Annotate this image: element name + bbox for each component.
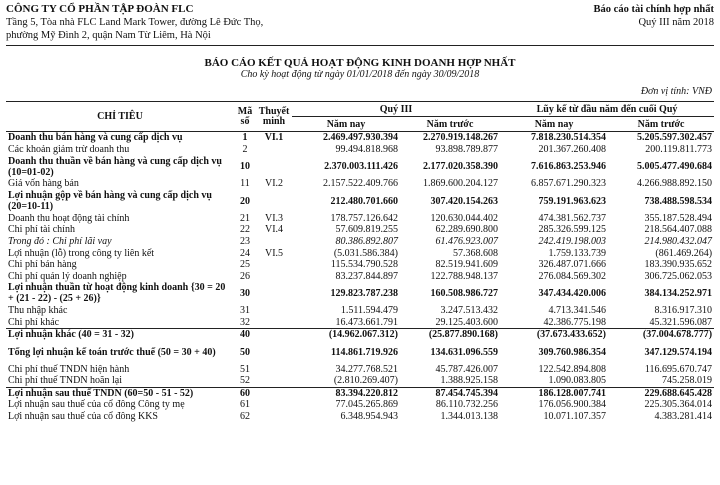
row-quarter-this-year: 114.861.719.926 (331, 346, 398, 358)
row-code: 50 (240, 346, 250, 358)
row-note (256, 282, 292, 305)
row-code: 20 (240, 195, 250, 207)
row-code: 31 (240, 305, 250, 317)
row-note (256, 375, 292, 387)
row-code: 25 (240, 259, 250, 271)
row-quarter-this-year: 115.534.790.528 (330, 259, 398, 271)
row-note (256, 364, 292, 376)
row-ytd-last-year: 306.725.062.053 (644, 270, 713, 282)
row-ytd-last-year: 738.488.598.534 (644, 195, 713, 207)
col-code: Mã số (234, 102, 256, 132)
row-ytd-last-year: 355.187.528.494 (644, 212, 713, 224)
table-row (6, 224, 714, 236)
row-ytd-last-year: 214.980.432.047 (644, 236, 713, 247)
row-ytd-last-year: 5.205.597.302.457 (637, 132, 713, 144)
col-ytd-last-year: Năm trước (608, 117, 714, 132)
row-ytd-this-year: (37.673.433.652) (500, 329, 608, 341)
table-row (6, 282, 714, 305)
row-label: Chi phí khác (8, 316, 60, 328)
row-quarter-this-year: 6.348.954.943 (340, 411, 398, 423)
row-quarter-last-year: 122.788.948.137 (430, 270, 499, 282)
row-label: Doanh thu thuần về bán hàng và cung cấp dịch vụ (10=01-02) (8, 155, 222, 178)
row-label: Chi phí quản lý doanh nghiệp (8, 270, 127, 282)
table-row (6, 329, 714, 341)
row-quarter-last-year: 93.898.789.877 (435, 143, 499, 155)
row-code: 52 (240, 375, 250, 387)
row-code: 23 (240, 236, 250, 247)
row-note (256, 155, 292, 178)
row-quarter-this-year: 1.511.594.479 (340, 305, 398, 317)
row-note (256, 329, 292, 341)
row-quarter-last-year: (25.877.890.168) (400, 329, 500, 341)
row-ytd-last-year: 183.390.935.652 (644, 259, 713, 271)
row-quarter-last-year: 87.454.745.394 (400, 387, 500, 399)
row-label: Chi phí tài chính (8, 224, 75, 236)
row-ytd-this-year: 176.056.900.384 (538, 399, 607, 411)
row-quarter-this-year: 80.386.892.807 (335, 236, 398, 247)
table-row (6, 411, 714, 423)
row-quarter-last-year: 2.177.020.358.390 (423, 161, 499, 173)
row-quarter-this-year: 34.277.768.521 (335, 363, 398, 375)
row-quarter-last-year: 1.388.925.158 (440, 375, 499, 387)
table-row (6, 236, 714, 248)
row-note (256, 305, 292, 317)
row-quarter-this-year: 77.045.265.869 (335, 399, 398, 411)
row-note (256, 270, 292, 282)
row-note (256, 236, 292, 248)
income-statement-table (6, 101, 714, 422)
row-label: Lợi nhuận khác (40 = 31 - 32) (6, 329, 234, 341)
row-quarter-last-year: 134.631.096.559 (430, 346, 499, 358)
table-row (6, 270, 714, 282)
table-row (6, 178, 714, 190)
table-row (6, 364, 714, 376)
row-label: Các khoản giảm trừ doanh thu (8, 143, 130, 155)
row-ytd-this-year: 1.090.083.805 (548, 375, 607, 387)
row-quarter-last-year: 120.630.044.402 (430, 212, 499, 224)
table-row (6, 259, 714, 271)
col-group-ytd: Lũy kế từ đầu năm đến cuối Quý (500, 102, 714, 117)
row-ytd-this-year: 6.857.671.290.323 (531, 178, 607, 190)
row-note (256, 341, 292, 364)
row-ytd-last-year: 200.119.811.773 (645, 143, 713, 155)
row-ytd-this-year: 474.381.562.737 (538, 212, 607, 224)
row-quarter-last-year: 62.289.690.800 (435, 224, 499, 236)
row-ytd-this-year: 1.759.133.739 (548, 247, 607, 259)
row-code: 10 (240, 161, 250, 173)
row-note: VI.2 (264, 178, 284, 190)
row-label: Chi phí thuế TNDN hoãn lại (8, 375, 122, 387)
report-type: Báo cáo tài chính hợp nhất (593, 4, 714, 15)
row-ytd-last-year: 225.305.364.014 (644, 399, 713, 411)
row-code: 62 (240, 411, 250, 423)
col-quarter-this-year: Năm nay (292, 117, 400, 132)
row-label: Thu nhập khác (8, 305, 68, 317)
row-ytd-last-year: 5.005.477.490.684 (637, 161, 713, 173)
row-ytd-last-year: 384.134.252.971 (644, 287, 713, 299)
row-ytd-this-year: 201.367.260.408 (538, 143, 607, 155)
row-ytd-this-year: 759.191.963.623 (538, 195, 607, 207)
currency-unit: Đơn vị tính: VNĐ (640, 86, 712, 97)
row-code: 2 (242, 143, 248, 155)
row-quarter-last-year: 57.368.608 (453, 247, 499, 259)
row-ytd-last-year: 8.316.917.310 (654, 305, 713, 317)
row-code: 32 (240, 316, 250, 328)
row-code: 61 (240, 399, 250, 411)
row-ytd-last-year: 116.695.670.747 (644, 363, 713, 375)
table-row (6, 132, 714, 144)
row-quarter-this-year: 16.473.661.791 (335, 316, 398, 328)
col-ytd-this-year: Năm nay (500, 117, 608, 132)
row-quarter-this-year: (2.810.269.407) (333, 375, 398, 387)
col-group-quarter: Quý III (292, 102, 500, 117)
row-quarter-last-year: 29.125.403.600 (435, 316, 499, 328)
row-label: Chi phí bán hàng (8, 259, 77, 271)
row-quarter-last-year: 307.420.154.263 (430, 195, 499, 207)
row-ytd-this-year: 285.326.599.125 (538, 224, 607, 236)
row-ytd-this-year: 7.616.863.253.946 (531, 161, 607, 173)
row-label: Lợi nhuận thuần từ hoạt động kinh doanh {30 = 20 + (21 - 22) - (25 + 26)} (8, 282, 226, 305)
row-label: Doanh thu bán hàng và cung cấp dịch vụ (8, 132, 183, 144)
row-ytd-last-year: 218.564.407.088 (644, 224, 713, 236)
row-code: 22 (240, 224, 250, 236)
table-row (6, 144, 714, 156)
row-ytd-this-year: 276.084.569.302 (538, 270, 607, 282)
row-ytd-this-year: 7.818.230.514.354 (531, 132, 607, 144)
table-row (6, 399, 714, 411)
row-ytd-last-year: (37.004.678.777) (608, 329, 714, 341)
row-quarter-this-year: 2.370.003.111.426 (324, 161, 398, 173)
row-quarter-last-year: 61.476.923.007 (435, 236, 499, 247)
row-label: Giá vốn hàng bán (8, 178, 79, 190)
row-ytd-last-year: 4.383.281.414 (654, 411, 713, 423)
row-quarter-last-year: 3.247.513.432 (440, 305, 499, 317)
row-quarter-this-year: 2.469.497.930.394 (323, 132, 398, 144)
row-ytd-this-year: 10.071.107.357 (543, 411, 607, 423)
report-title: BÁO CÁO KẾT QUẢ HOẠT ĐỘNG KINH DOANH HỢP NHẤT (204, 57, 516, 69)
row-note (256, 399, 292, 411)
row-quarter-this-year: 178.757.126.642 (330, 212, 398, 224)
row-code: 24 (240, 247, 250, 259)
row-code: 60 (234, 387, 256, 399)
row-code: 21 (240, 212, 250, 224)
row-quarter-this-year: 2.157.522.409.766 (323, 178, 398, 190)
row-ytd-this-year: 242.419.198.003 (538, 236, 607, 247)
table-row (6, 316, 714, 328)
row-note: VI.1 (264, 132, 284, 144)
header-row-1 (6, 102, 714, 117)
row-quarter-this-year: 83.237.844.897 (335, 270, 398, 282)
row-quarter-this-year: 57.609.819.255 (335, 224, 398, 236)
company-address-line1: Tầng 5, Tòa nhà FLC Land Mark Tower, đường Lê Đức Thọ, (6, 17, 264, 28)
table-row (6, 387, 714, 399)
table-row (6, 305, 714, 317)
row-note: VI.5 (264, 247, 284, 259)
row-label: Lợi nhuận sau thuế TNDN (60=50 - 51 - 52) (6, 387, 234, 399)
company-header (6, 3, 263, 42)
row-ytd-last-year: 745.258.019 (662, 375, 713, 387)
row-note (256, 259, 292, 271)
row-quarter-this-year: 83.394.220.812 (292, 387, 400, 399)
row-ytd-last-year: 347.129.574.194 (644, 346, 713, 358)
row-note (256, 144, 292, 156)
row-code: 1 (242, 132, 248, 144)
col-note: Thuyết minh (256, 102, 292, 132)
row-label: Tổng lợi nhuận kế toán trước thuế (50 = 30 + 40) (8, 346, 216, 358)
row-note: VI.3 (264, 212, 284, 224)
row-quarter-last-year: 1.869.600.204.127 (423, 178, 499, 190)
row-label: Trong đó : Chi phí lãi vay (8, 236, 112, 247)
row-label: Lợi nhuận sau thuế của cổ đông KKS (8, 411, 158, 423)
col-indicator: CHỈ TIÊU (6, 102, 234, 132)
header-divider (6, 45, 714, 46)
table-row (6, 213, 714, 225)
row-label: Doanh thu hoạt động tài chính (8, 212, 130, 224)
row-code: 26 (240, 270, 250, 282)
table-row (6, 375, 714, 387)
row-ytd-last-year: 4.266.988.892.150 (637, 178, 713, 190)
company-name: CÔNG TY CỔ PHẦN TẬP ĐOÀN FLC (6, 3, 194, 15)
row-quarter-this-year: 129.823.787.238 (330, 287, 398, 299)
row-ytd-last-year: (861.469.264) (655, 247, 713, 259)
row-quarter-last-year: 2.270.919.148.267 (423, 132, 499, 144)
row-code: 11 (240, 178, 250, 190)
row-label: Lợi nhuận sau thuế của cổ đông Công ty mẹ (8, 399, 185, 411)
table-row (6, 190, 714, 213)
row-ytd-this-year: 309.760.986.354 (538, 346, 607, 358)
row-note (256, 190, 292, 213)
row-note: VI.4 (264, 224, 284, 236)
row-code: 30 (240, 287, 250, 299)
row-note (256, 411, 292, 423)
row-note (256, 316, 292, 328)
row-quarter-this-year: 99.494.818.968 (335, 143, 398, 155)
report-period: Quý III năm 2018 (638, 17, 714, 28)
row-ytd-this-year: 186.128.007.741 (500, 387, 608, 399)
row-quarter-this-year: 212.480.701.660 (330, 195, 398, 207)
table-row (6, 341, 714, 364)
row-code: 51 (240, 363, 250, 375)
row-quarter-this-year: (14.962.067.312) (292, 329, 400, 341)
row-ytd-this-year: 122.542.894.808 (538, 363, 607, 375)
table-body (6, 132, 714, 423)
table-row (6, 247, 714, 259)
row-label: Chi phí thuế TNDN hiện hành (8, 363, 130, 375)
row-ytd-this-year: 326.487.071.666 (538, 259, 607, 271)
report-subtitle: Cho kỳ hoạt động từ ngày 01/01/2018 đến ngày 30/09/2018 (240, 69, 480, 80)
row-label: Lợi nhuận gộp về bán hàng và cung cấp dịch vụ (20=10-11) (8, 190, 212, 213)
row-quarter-last-year: 1.344.013.138 (440, 411, 499, 423)
company-address-line2: phường Mỹ Đình 2, quận Nam Từ Liêm, Hà Nội (6, 30, 211, 41)
row-label: Lợi nhuận (lỗ) trong công ty liên kết (8, 247, 155, 259)
row-note (256, 387, 292, 399)
row-ytd-last-year: 45.321.596.087 (649, 316, 713, 328)
row-quarter-last-year: 86.110.732.256 (435, 399, 499, 411)
row-ytd-this-year: 4.713.341.546 (548, 305, 607, 317)
row-quarter-last-year: 45.787.426.007 (435, 363, 499, 375)
row-quarter-this-year: (5.031.586.384) (333, 247, 398, 259)
col-quarter-last-year: Năm trước (400, 117, 500, 132)
row-ytd-this-year: 347.434.420.006 (538, 287, 607, 299)
row-ytd-last-year: 229.688.645.428 (608, 387, 714, 399)
row-ytd-this-year: 42.386.775.198 (543, 316, 607, 328)
row-quarter-last-year: 160.508.986.727 (430, 287, 499, 299)
row-quarter-last-year: 82.519.941.609 (435, 259, 499, 271)
table-row (6, 155, 714, 178)
row-code: 40 (234, 329, 256, 341)
report-header-right (594, 3, 714, 29)
